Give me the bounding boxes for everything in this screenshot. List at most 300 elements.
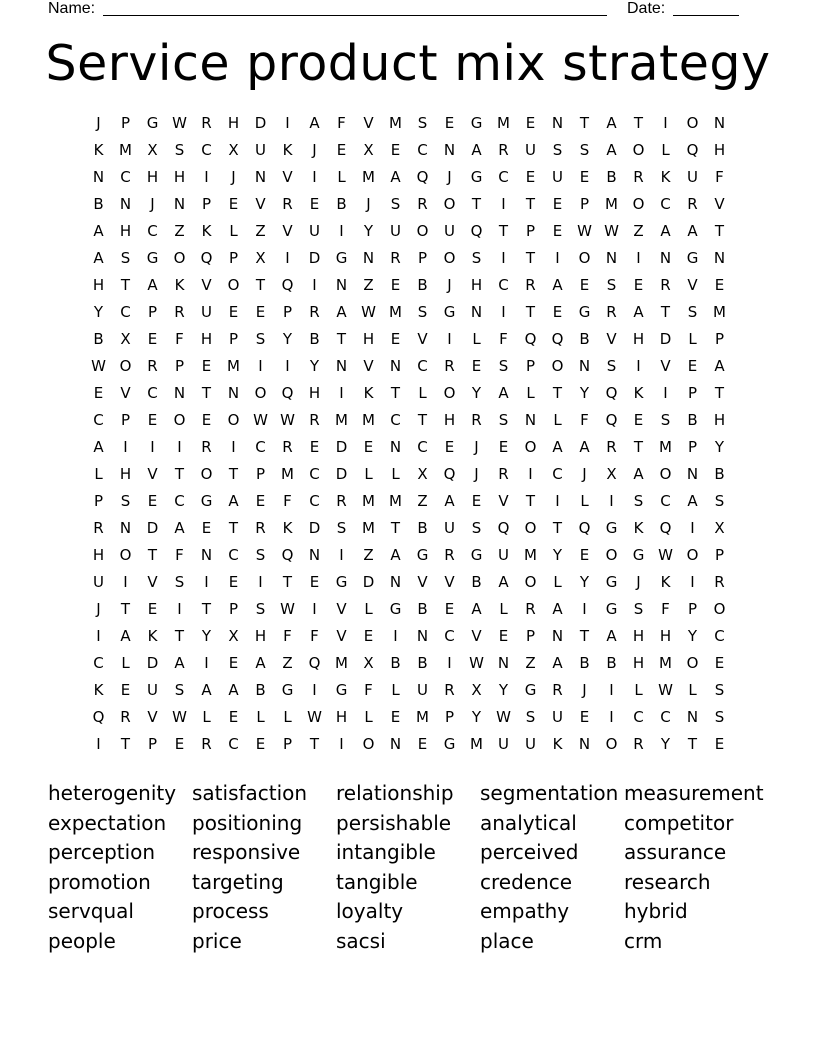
grid-letter: P	[147, 303, 158, 321]
grid-row	[85, 218, 733, 245]
grid-letter: P	[444, 708, 455, 726]
grid-letter: U	[552, 708, 563, 726]
grid-letter: E	[714, 735, 725, 753]
grid-letter: V	[282, 168, 293, 186]
grid-letter: U	[498, 546, 509, 564]
grid-letter: S	[633, 492, 644, 510]
grid-letter: I	[393, 627, 398, 645]
word-list-item: process	[192, 899, 269, 924]
grid-letter: I	[285, 114, 290, 132]
grid-letter: J	[96, 600, 101, 618]
grid-letter: E	[228, 573, 239, 591]
grid-letter: K	[633, 519, 644, 537]
grid-letter: R	[444, 357, 455, 375]
grid-letter: S	[120, 492, 131, 510]
grid-letter: E	[552, 303, 563, 321]
word-list-item: targeting	[192, 869, 284, 894]
grid-letter: T	[174, 465, 185, 483]
word-list-item: people	[48, 928, 116, 953]
grid-letter: E	[228, 195, 239, 213]
grid-letter: S	[255, 330, 266, 348]
word-list-item: empathy	[480, 899, 570, 924]
grid-letter: Q	[524, 330, 537, 348]
grid-letter: A	[552, 438, 563, 456]
grid-letter: E	[147, 411, 158, 429]
grid-letter: E	[390, 141, 401, 159]
grid-letter: S	[120, 249, 131, 267]
grid-letter: B	[417, 654, 428, 672]
grid-letter: U	[93, 573, 104, 591]
grid-letter: C	[390, 411, 401, 429]
grid-letter: I	[258, 573, 263, 591]
grid-letter: T	[228, 519, 239, 537]
grid-letter: H	[632, 654, 645, 672]
grid-letter: B	[93, 195, 104, 213]
grid-letter: K	[282, 519, 293, 537]
grid-letter: H	[308, 384, 321, 402]
grid-letter: F	[364, 681, 373, 699]
grid-letter: O	[659, 465, 672, 483]
grid-letter: D	[362, 573, 375, 591]
grid-letter: A	[93, 249, 104, 267]
grid-letter: L	[661, 141, 670, 159]
grid-letter: J	[231, 168, 236, 186]
grid-letter: V	[498, 492, 509, 510]
grid-letter: K	[174, 276, 185, 294]
grid-letter: P	[228, 600, 239, 618]
name-blank[interactable]	[103, 15, 607, 16]
word-list-item: analytical	[480, 810, 577, 835]
grid-letter: A	[309, 114, 320, 132]
word-list-item: place	[480, 928, 534, 953]
grid-letter: P	[228, 249, 239, 267]
grid-row	[85, 488, 733, 515]
grid-letter: N	[551, 114, 564, 132]
grid-letter: B	[417, 519, 428, 537]
grid-letter: R	[201, 735, 212, 753]
grid-letter: P	[120, 114, 131, 132]
grid-letter: B	[336, 195, 347, 213]
grid-letter: E	[525, 168, 536, 186]
grid-letter: L	[526, 384, 535, 402]
grid-letter: L	[688, 330, 697, 348]
grid-letter: C	[309, 492, 320, 510]
grid-letter: A	[147, 276, 158, 294]
grid-letter: T	[633, 438, 644, 456]
grid-letter: S	[336, 519, 347, 537]
grid-letter: I	[663, 384, 668, 402]
grid-letter: V	[417, 330, 428, 348]
word-list-item: segmentation	[480, 781, 619, 805]
grid-letter: L	[553, 411, 562, 429]
grid-letter: Q	[659, 519, 672, 537]
grid-letter: T	[660, 303, 671, 321]
grid-row	[85, 623, 733, 650]
word-list-item: sacsi	[336, 928, 386, 953]
grid-letter: X	[255, 249, 266, 267]
grid-letter: Y	[687, 627, 698, 645]
grid-letter: P	[417, 249, 428, 267]
grid-letter: V	[363, 114, 374, 132]
grid-letter: Q	[470, 222, 483, 240]
grid-letter: W	[361, 303, 376, 321]
grid-letter: C	[444, 627, 455, 645]
grid-letter: S	[255, 600, 266, 618]
grid-letter: E	[579, 708, 590, 726]
grid-row	[85, 380, 733, 407]
grid-letter: K	[282, 141, 293, 159]
grid-letter: A	[552, 654, 563, 672]
grid-letter: N	[470, 303, 483, 321]
grid-letter: B	[417, 600, 428, 618]
grid-letter: V	[201, 276, 212, 294]
grid-letter: S	[498, 357, 509, 375]
grid-letter: G	[470, 546, 483, 564]
grid-row	[85, 434, 733, 461]
grid-letter: A	[93, 438, 104, 456]
grid-letter: F	[715, 168, 724, 186]
grid-letter: T	[579, 627, 590, 645]
grid-letter: M	[470, 735, 483, 753]
grid-letter: N	[524, 411, 537, 429]
grid-letter: J	[312, 141, 317, 159]
grid-letter: P	[282, 303, 293, 321]
grid-letter: N	[416, 627, 429, 645]
word-list-item: credence	[480, 869, 573, 894]
grid-row	[85, 461, 733, 488]
grid-letter: E	[147, 492, 158, 510]
grid-letter: A	[174, 519, 185, 537]
grid-letter: I	[447, 654, 452, 672]
grid-letter: R	[417, 195, 428, 213]
grid-letter: A	[498, 384, 509, 402]
letter-grid	[85, 110, 733, 758]
grid-letter: V	[336, 600, 347, 618]
grid-letter: R	[93, 519, 104, 537]
grid-row	[85, 353, 733, 380]
grid-letter: P	[147, 735, 158, 753]
grid-letter: G	[578, 303, 591, 321]
grid-letter: S	[660, 411, 671, 429]
grid-letter: N	[173, 195, 186, 213]
grid-letter: N	[389, 573, 402, 591]
grid-letter: N	[254, 168, 267, 186]
grid-letter: L	[256, 708, 265, 726]
grid-letter: I	[123, 573, 128, 591]
grid-letter: B	[606, 168, 617, 186]
grid-letter: H	[254, 627, 267, 645]
grid-letter: I	[609, 492, 614, 510]
grid-row	[85, 164, 733, 191]
grid-letter: F	[580, 411, 589, 429]
word-list-item: intangible	[336, 840, 436, 865]
grid-letter: I	[501, 249, 506, 267]
grid-letter: P	[228, 330, 239, 348]
grid-letter: G	[605, 600, 618, 618]
grid-letter: H	[713, 141, 726, 159]
grid-letter: T	[471, 195, 482, 213]
grid-letter: F	[661, 600, 670, 618]
grid-letter: M	[362, 168, 375, 186]
grid-letter: C	[93, 411, 104, 429]
grid-letter: H	[227, 114, 240, 132]
grid-letter: I	[96, 627, 101, 645]
grid-letter: E	[255, 492, 266, 510]
word-list-item: competitor	[624, 810, 734, 835]
grid-letter: C	[417, 438, 428, 456]
grid-letter: S	[633, 600, 644, 618]
grid-letter: E	[201, 357, 212, 375]
grid-letter: E	[228, 654, 239, 672]
grid-row	[85, 110, 733, 137]
grid-letter: L	[499, 600, 508, 618]
grid-letter: U	[390, 222, 401, 240]
grid-letter: M	[362, 519, 375, 537]
grid-letter: E	[228, 708, 239, 726]
grid-letter: K	[660, 168, 671, 186]
grid-letter: R	[309, 303, 320, 321]
grid-letter: O	[362, 735, 375, 753]
grid-letter: P	[714, 546, 725, 564]
grid-letter: E	[525, 114, 536, 132]
grid-letter: E	[714, 276, 725, 294]
grid-letter: W	[307, 708, 322, 726]
grid-letter: U	[687, 168, 698, 186]
grid-letter: Y	[471, 384, 482, 402]
grid-letter: I	[582, 600, 587, 618]
grid-letter: V	[147, 708, 158, 726]
grid-letter: T	[390, 519, 401, 537]
word-list-item: servqual	[48, 899, 134, 924]
grid-letter: R	[444, 546, 455, 564]
grid-letter: Y	[282, 330, 293, 348]
grid-letter: U	[147, 681, 158, 699]
grid-letter: R	[471, 411, 482, 429]
grid-letter: G	[281, 681, 294, 699]
grid-letter: P	[255, 465, 266, 483]
grid-letter: P	[282, 735, 293, 753]
word-list-item: satisfaction	[192, 781, 308, 805]
grid-letter: W	[172, 708, 187, 726]
grid-letter: T	[552, 519, 563, 537]
word-list-item: perceived	[480, 840, 579, 865]
grid-letter: E	[390, 708, 401, 726]
grid-row	[85, 407, 733, 434]
grid-letter: S	[417, 114, 428, 132]
grid-letter: E	[255, 735, 266, 753]
grid-letter: T	[201, 600, 212, 618]
grid-letter: R	[687, 195, 698, 213]
grid-letter: X	[120, 330, 131, 348]
grid-letter: J	[366, 195, 371, 213]
grid-letter: N	[605, 249, 618, 267]
grid-letter: A	[228, 681, 239, 699]
grid-letter: X	[228, 141, 239, 159]
grid-letter: T	[714, 384, 725, 402]
grid-letter: X	[363, 654, 374, 672]
grid-letter: E	[552, 195, 563, 213]
grid-letter: Q	[686, 141, 699, 159]
grid-letter: A	[552, 600, 563, 618]
grid-letter: L	[688, 681, 697, 699]
grid-letter: S	[525, 708, 536, 726]
grid-letter: M	[497, 114, 510, 132]
grid-letter: C	[660, 195, 671, 213]
grid-letter: V	[363, 357, 374, 375]
grid-letter: T	[552, 384, 563, 402]
grid-letter: S	[255, 546, 266, 564]
grid-letter: S	[417, 303, 428, 321]
grid-letter: M	[389, 114, 402, 132]
grid-letter: V	[147, 465, 158, 483]
grid-letter: G	[416, 546, 429, 564]
grid-letter: G	[632, 546, 645, 564]
grid-letter: A	[606, 627, 617, 645]
grid-letter: B	[93, 330, 104, 348]
grid-row	[85, 542, 733, 569]
grid-letter: C	[417, 357, 428, 375]
grid-letter: R	[552, 681, 563, 699]
grid-letter: T	[525, 195, 536, 213]
grid-letter: U	[498, 735, 509, 753]
grid-letter: H	[632, 627, 645, 645]
grid-letter: T	[255, 276, 266, 294]
grid-letter: O	[632, 195, 645, 213]
grid-letter: Q	[605, 411, 618, 429]
grid-letter: E	[471, 492, 482, 510]
grid-letter: I	[339, 222, 344, 240]
date-blank[interactable]	[673, 15, 739, 16]
grid-letter: N	[173, 384, 186, 402]
grid-letter: I	[555, 492, 560, 510]
grid-letter: E	[444, 438, 455, 456]
grid-letter: T	[498, 222, 509, 240]
grid-letter: Y	[552, 546, 563, 564]
grid-row	[85, 245, 733, 272]
grid-letter: Q	[497, 519, 510, 537]
grid-letter: E	[120, 681, 131, 699]
grid-letter: P	[525, 627, 536, 645]
grid-letter: V	[660, 357, 671, 375]
grid-letter: A	[228, 492, 239, 510]
grid-letter: Y	[579, 384, 590, 402]
grid-letter: E	[552, 222, 563, 240]
grid-letter: U	[255, 141, 266, 159]
grid-letter: W	[604, 222, 619, 240]
grid-row	[85, 272, 733, 299]
grid-letter: A	[714, 357, 725, 375]
grid-letter: T	[282, 573, 293, 591]
grid-letter: M	[362, 411, 375, 429]
grid-letter: I	[312, 168, 317, 186]
grid-row	[85, 731, 733, 758]
grid-letter: Y	[471, 708, 482, 726]
grid-letter: O	[713, 600, 726, 618]
grid-letter: H	[362, 330, 375, 348]
grid-letter: A	[201, 681, 212, 699]
grid-letter: E	[363, 627, 374, 645]
grid-letter: R	[444, 681, 455, 699]
grid-letter: L	[202, 708, 211, 726]
grid-letter: M	[389, 492, 402, 510]
grid-letter: E	[498, 627, 509, 645]
grid-letter: P	[687, 384, 698, 402]
grid-letter: R	[606, 438, 617, 456]
grid-letter: I	[312, 600, 317, 618]
grid-letter: M	[659, 438, 672, 456]
grid-letter: T	[633, 114, 644, 132]
grid-letter: R	[255, 519, 266, 537]
grid-letter: G	[146, 114, 159, 132]
grid-letter: T	[525, 249, 536, 267]
grid-letter: S	[579, 141, 590, 159]
grid-letter: W	[469, 654, 484, 672]
grid-letter: C	[417, 141, 428, 159]
grid-letter: Z	[174, 222, 185, 240]
grid-letter: R	[201, 438, 212, 456]
grid-letter: G	[443, 303, 456, 321]
grid-letter: Y	[309, 357, 320, 375]
grid-letter: E	[633, 411, 644, 429]
grid-letter: V	[444, 573, 455, 591]
grid-letter: E	[147, 330, 158, 348]
grid-row	[85, 704, 733, 731]
grid-letter: P	[201, 195, 212, 213]
grid-letter: C	[498, 168, 509, 186]
grid-letter: M	[335, 411, 348, 429]
grid-letter: N	[659, 249, 672, 267]
grid-letter: S	[390, 195, 401, 213]
grid-letter: G	[443, 735, 456, 753]
grid-letter: V	[336, 627, 347, 645]
grid-letter: C	[228, 735, 239, 753]
grid-letter: B	[714, 465, 725, 483]
grid-letter: X	[606, 465, 617, 483]
grid-letter: A	[633, 303, 644, 321]
grid-letter: T	[228, 465, 239, 483]
grid-letter: O	[119, 546, 132, 564]
grid-letter: N	[713, 249, 726, 267]
grid-letter: H	[119, 222, 132, 240]
grid-letter: E	[309, 438, 320, 456]
grid-letter: Q	[443, 465, 456, 483]
grid-letter: F	[175, 330, 184, 348]
grid-letter: M	[524, 546, 537, 564]
grid-letter: R	[336, 492, 347, 510]
grid-letter: H	[200, 330, 213, 348]
grid-letter: B	[255, 681, 266, 699]
grid-letter: V	[714, 195, 725, 213]
grid-letter: T	[309, 735, 320, 753]
grid-letter: P	[687, 600, 698, 618]
grid-letter: P	[525, 357, 536, 375]
grid-letter: H	[659, 627, 672, 645]
grid-letter: N	[389, 735, 402, 753]
grid-letter: P	[714, 330, 725, 348]
grid-letter: D	[659, 330, 672, 348]
grid-letter: N	[335, 357, 348, 375]
grid-letter: G	[470, 114, 483, 132]
grid-letter: Q	[308, 654, 321, 672]
grid-row	[85, 299, 733, 326]
grid-letter: L	[337, 168, 346, 186]
grid-letter: K	[363, 384, 374, 402]
grid-letter: K	[633, 384, 644, 402]
grid-letter: N	[362, 249, 375, 267]
grid-letter: T	[147, 546, 158, 564]
grid-letter: W	[658, 681, 673, 699]
grid-letter: N	[200, 546, 213, 564]
